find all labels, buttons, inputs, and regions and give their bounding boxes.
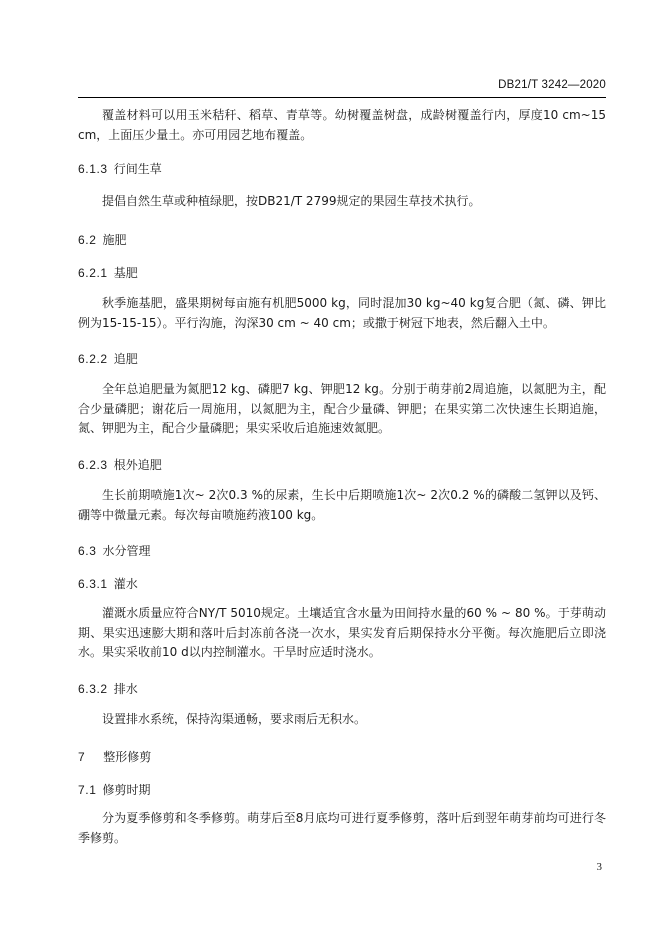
- heading-title: 整形修剪: [103, 750, 152, 764]
- paragraph-irrigation: [78, 604, 606, 663]
- heading-title: 追肥: [113, 352, 138, 366]
- heading-title: 修剪时期: [102, 783, 151, 797]
- heading-6-2-1: [78, 265, 606, 281]
- page-number: 3: [596, 861, 602, 873]
- heading-number: 6.1.3: [78, 162, 108, 176]
- heading-number: 6.2.1: [78, 266, 108, 280]
- paragraph-text: 灌溉水质量应符合NY/T 5010规定。土壤适宜含水量为田间持水量的60 % ~ 80 %。于芽萌动期、果实迅速膨大期和落叶后封冻前各浇一次水，果实发育后期保持水分平衡。每次施肥后立即浇水。果实采收前10 d以内控制灌水。干旱时应适时浇水。: [78, 606, 606, 659]
- heading-6-2-2: [78, 351, 606, 367]
- heading-number: 6.3.2: [78, 682, 108, 696]
- heading-6-1-3: [78, 161, 606, 177]
- paragraph-text: 全年总追肥量为氮肥12 kg、磷肥7 kg、钾肥12 kg。分别于萌芽前2周追施，以氮肥为主，配合少量磷肥；谢花后一周施用，以氮肥为主，配合少量磷、钾肥；在果实第二次快速生长期追施，氮、钾肥为主，配合少量磷肥；果实采收后追施速效氮肥。: [78, 382, 606, 435]
- paragraph-text: 分为夏季修剪和冬季修剪。萌芽后至8月底均可进行夏季修剪，落叶后到翌年萌芽前均可进行冬季修剪。: [78, 811, 606, 845]
- document-code-header: DB21/T 3242—2020: [498, 79, 606, 91]
- heading-number: 6.3: [78, 544, 97, 558]
- paragraph-text: 覆盖材料可以用玉米秸秆、稻草、青草等。幼树覆盖树盘，成龄树覆盖行内，厚度10 cm~15 cm，上面压少量土。亦可用园艺地布覆盖。: [78, 108, 606, 142]
- heading-title: 根外追肥: [113, 458, 162, 472]
- paragraph-text: 设置排水系统，保持沟渠通畅，要求雨后无积水。: [102, 712, 367, 726]
- heading-number: 6.2: [78, 233, 97, 247]
- paragraph-top-dressing: [78, 380, 606, 439]
- heading-title: 灌水: [113, 577, 138, 591]
- paragraph-text: 提倡自然生草或种植绿肥，按DB21/T 2799规定的果园生草技术执行。: [102, 194, 481, 208]
- paragraph-text: 生长前期喷施1次~ 2次0.3 %的尿素，生长中后期喷施1次~ 2次0.2 %的磷酸二氢钾以及钙、硼等中微量元素。每次每亩喷施药液100 kg。: [78, 488, 606, 522]
- paragraph-base-fertilizer: [78, 294, 606, 333]
- paragraph-mulch-material: [78, 106, 606, 145]
- paragraph-inter-row-grass: [78, 192, 606, 212]
- paragraph-pruning-period: [78, 809, 606, 848]
- heading-number: 6.2.2: [78, 352, 108, 366]
- heading-6-3-1: [78, 576, 606, 592]
- heading-7-1: [78, 782, 606, 798]
- heading-6-2-3: [78, 457, 606, 473]
- heading-6-3-2: [78, 681, 606, 697]
- heading-6-2: [78, 232, 606, 248]
- heading-number: 7.1: [78, 783, 97, 797]
- heading-7: [78, 749, 606, 765]
- heading-number: 6.3.1: [78, 577, 108, 591]
- heading-title: 基肥: [113, 266, 138, 280]
- paragraph-foliar-fertilizer: [78, 486, 606, 525]
- paragraph-drainage: [78, 710, 606, 730]
- heading-title: 施肥: [102, 233, 127, 247]
- heading-number: 6.2.3: [78, 458, 108, 472]
- heading-title: 水分管理: [102, 544, 151, 558]
- heading-title: 行间生草: [113, 162, 162, 176]
- header-divider: [78, 97, 606, 98]
- paragraph-text: 秋季施基肥，盛果期树每亩施有机肥5000 kg，同时混加30 kg~40 kg复合肥（氮、磷、钾比例为15-15-15）。平行沟施，沟深30 cm ~ 40 cm；或撒于树冠下地表，然后翻入土中。: [78, 296, 606, 330]
- heading-6-3: [78, 543, 606, 559]
- heading-number: 7: [78, 750, 86, 764]
- heading-title: 排水: [113, 682, 138, 696]
